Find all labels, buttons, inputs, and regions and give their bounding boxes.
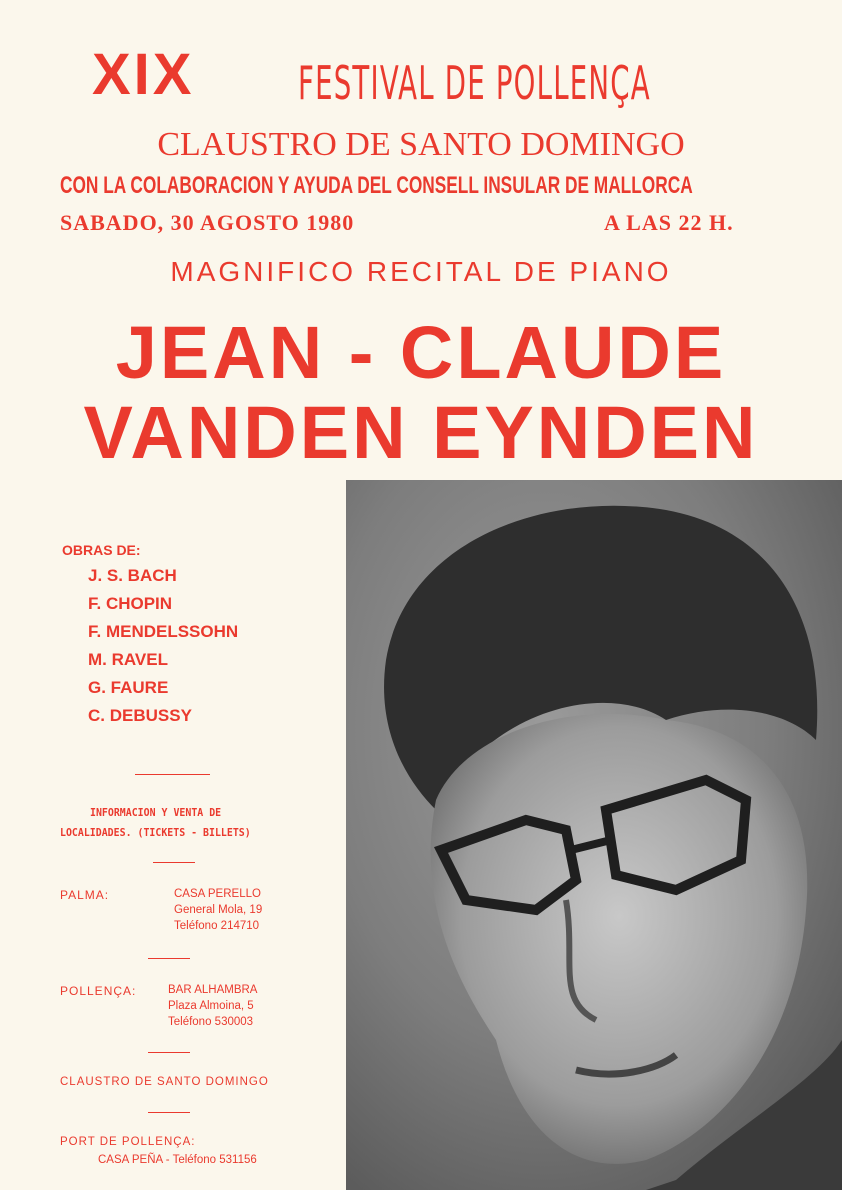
composer-item: F. MENDELSSOHN [88,622,239,641]
performer-name-line1: JEAN - CLAUDE [115,311,727,394]
divider [148,1112,190,1113]
tickets-info-line2: LOCALIDADES. (TICKETS - BILLETS) [60,826,251,839]
divider [135,774,210,775]
outlet-claustro-label: CLAUSTRO DE SANTO DOMINGO [60,1076,269,1088]
composer-item: C. DEBUSSY [88,706,192,725]
festival-title: FESTIVAL DE POLLENÇA [298,56,651,110]
outlet-pollensa-label: POLLENÇA: [60,984,137,998]
composer-item: F. CHOPIN [88,594,173,613]
divider [148,1052,190,1053]
event-date: SABADO, 30 AGOSTO 1980 [60,210,355,235]
event-type: MAGNIFICO RECITAL DE PIANO [170,256,672,287]
event-time: A LAS 22 H. [604,210,734,235]
composer-item: J. S. BACH [88,566,177,585]
outlet-port-label: PORT DE POLLENÇA: [60,1136,196,1148]
collaboration-line: CON LA COLABORACION Y AYUDA DEL CONSELL INSULAR DE MALLORCA [60,172,693,199]
outlet-port-detail: CASA PEÑA - Teléfono 531156 [98,1154,257,1166]
tickets-info-line1: INFORMACION Y VENTA DE [90,806,222,819]
divider [148,958,190,959]
outlet-pollensa-name: BAR ALHAMBRA [168,984,258,996]
outlet-palma-street: General Mola, 19 [174,904,263,916]
venue-title: CLAUSTRO DE SANTO DOMINGO [157,126,685,163]
divider [153,862,195,863]
festival-edition-number: XIX [92,42,195,107]
outlet-pollensa-street: Plaza Almoina, 5 [168,1000,254,1012]
performer-photo [346,480,842,1190]
outlet-palma-phone: Teléfono 214710 [174,920,260,932]
performer-name-line2: VANDEN EYNDEN [83,391,759,474]
outlet-palma-label: PALMA: [60,888,110,902]
outlet-palma-name: CASA PERELLO [174,888,261,900]
outlet-pollensa-phone: Teléfono 530003 [168,1016,254,1028]
program-heading: OBRAS DE: [62,542,141,558]
composer-item: M. RAVEL [88,650,168,669]
composer-item: G. FAURE [88,678,169,697]
